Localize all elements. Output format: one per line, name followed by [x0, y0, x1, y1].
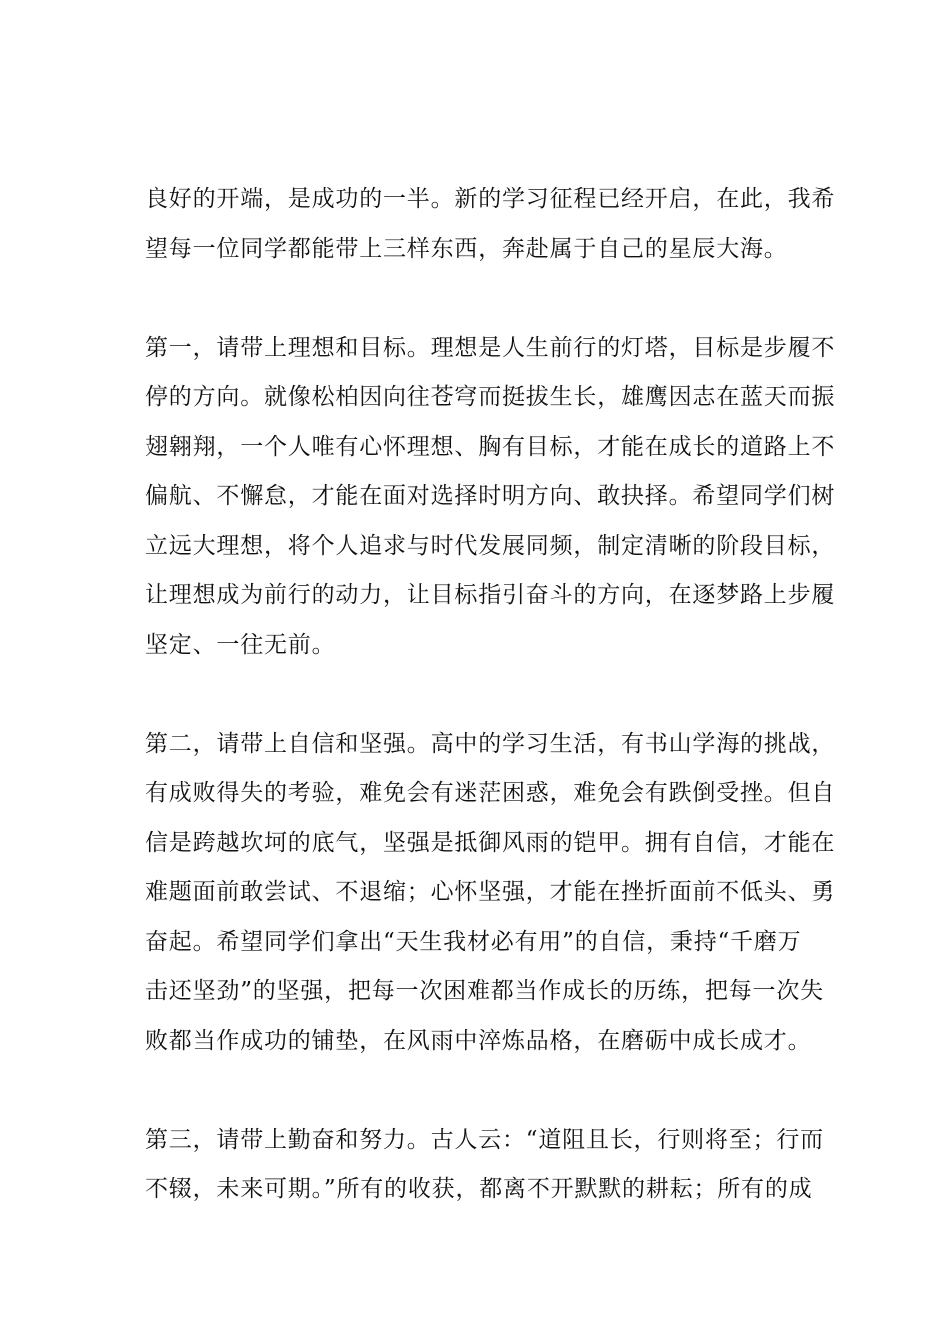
paragraph-intro	[145, 175, 836, 274]
text-line: 停的方向。就像松柏因向往苍穹而挺拔生长，雄鹰因志在蓝天而振	[145, 384, 836, 410]
paragraph-spacer	[145, 670, 810, 720]
paragraph-second	[145, 720, 836, 1067]
text-line: 偏航、不懈怠，才能在面对选择时明方向、敢抉择。希望同学们树	[145, 483, 836, 509]
text-line: 翅翱翔，一个人唯有心怀理想、胸有目标，才能在成长的道路上不	[145, 433, 836, 460]
paragraph-first	[145, 324, 836, 671]
text-line: 信是跨越坎坷的底气，坚强是抵御风雨的铠甲。拥有自信，才能在	[145, 829, 836, 856]
text-line: 立远大理想，将个人追求与时代发展同频，制定清晰的阶段目标，	[145, 532, 836, 559]
text-line: 坚定、一往无前。	[145, 631, 336, 658]
text-line: 良好的开端，是成功的一半。新的学习征程已经开启，在此，我希	[145, 186, 836, 212]
text-line: 击还坚劲”的坚强，把每一次困难都当作成长的历练，把每一次失	[145, 978, 824, 1004]
text-line: 望每一位同学都能带上三样东西，奔赴属于自己的星辰大海。	[145, 235, 788, 262]
text-line: 难题面前敢尝试、不退缩；心怀坚强，才能在挫折面前不低头、勇	[145, 879, 836, 905]
paragraph-spacer	[145, 274, 810, 324]
document-body	[145, 175, 836, 1215]
text-line: 有成败得失的考验，难免会有迷茫困惑，难免会有跌倒受挫。但自	[145, 780, 836, 806]
text-line: 第二，请带上自信和坚强。高中的学习生活，有书山学海的挑战，	[145, 730, 836, 757]
text-line: 第三，请带上勤奋和努力。古人云：“道阻且长，行则将至；行而	[145, 1126, 824, 1153]
paragraph-spacer	[145, 1066, 810, 1116]
text-line: 不辍，未来可期。”所有的收获，都离不开默默的耕耘；所有的成	[145, 1176, 813, 1202]
text-line: 奋起。希望同学们拿出“天生我材必有用”的自信，秉持“千磨万	[145, 928, 802, 955]
paragraph-third	[145, 1116, 824, 1215]
text-line: 让理想成为前行的动力，让目标指引奋斗的方向，在逐梦路上步履	[145, 582, 836, 608]
text-line: 败都当作成功的铺垫，在风雨中淬炼品格，在磨砺中成长成才。	[145, 1027, 812, 1054]
text-line: 第一，请带上理想和目标。理想是人生前行的灯塔，目标是步履不	[145, 334, 836, 361]
